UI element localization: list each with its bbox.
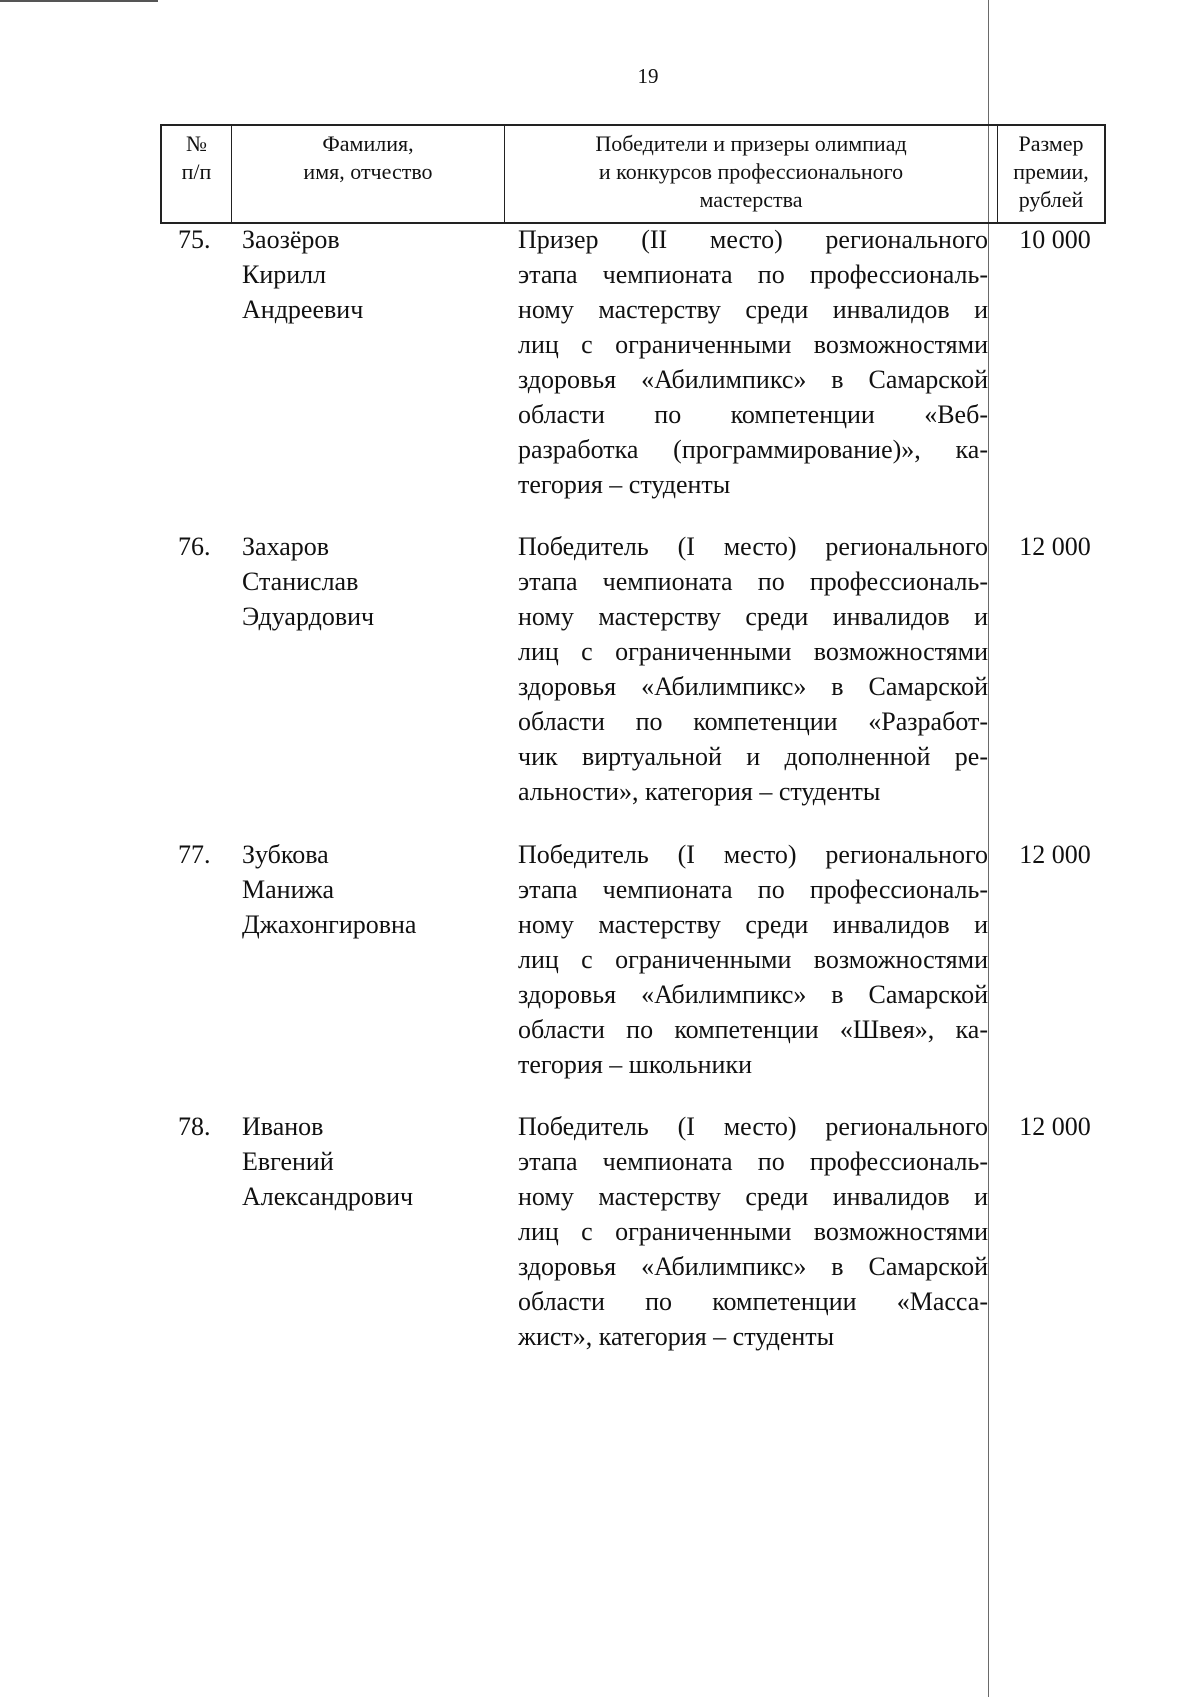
- description-line: Победитель (I место) регионального: [518, 532, 988, 561]
- description-line: лиц с ограниченными возможностями: [518, 330, 988, 359]
- description-line: жист», категория – студенты: [518, 1322, 835, 1351]
- description-line: области по компетенции «Разработ-: [518, 707, 988, 736]
- description-line: Призер (II место) регионального: [518, 225, 988, 254]
- achievement-description: [518, 1109, 988, 1354]
- table-row: [160, 1109, 1106, 1354]
- row-number: 76.: [178, 532, 211, 561]
- description-line: здоровья «Абилимпикс» в Самарской: [518, 980, 988, 1009]
- header-text: мастерства: [699, 187, 803, 212]
- achievement-description: [518, 529, 988, 809]
- header-text: Фамилия,: [322, 131, 414, 156]
- description-line: здоровья «Абилимпикс» в Самарской: [518, 1252, 988, 1281]
- prize-amount: 12 000: [1019, 1112, 1091, 1141]
- first-name: Станислав: [242, 567, 359, 596]
- description-line: лиц с ограниченными возможностями: [518, 637, 988, 666]
- achievement-description: [518, 222, 988, 502]
- header-text: Победители и призеры олимпиад: [595, 131, 907, 156]
- patronymic: Эдуардович: [242, 602, 375, 631]
- description-line: здоровья «Абилимпикс» в Самарской: [518, 672, 988, 701]
- first-name: Кирилл: [242, 260, 327, 289]
- description-line: этапа чемпионата по профессиональ-: [518, 260, 988, 289]
- row-number: 75.: [178, 225, 211, 254]
- description-line: Победитель (I место) регионального: [518, 1112, 988, 1141]
- page-number: 19: [637, 64, 659, 88]
- description-line: лиц с ограниченными возможностями: [518, 1217, 988, 1246]
- description-line: этапа чемпионата по профессиональ-: [518, 1147, 988, 1176]
- header-amount-column: [998, 126, 1104, 222]
- header-achievement-column: [505, 126, 998, 222]
- description-line: тегория – школьники: [518, 1050, 752, 1079]
- description-line: области по компетенции «Веб-: [518, 400, 988, 429]
- patronymic: Александрович: [242, 1182, 414, 1211]
- description-line: ному мастерству среди инвалидов и: [518, 1182, 988, 1211]
- header-text: имя, отчество: [303, 159, 433, 184]
- scan-edge-line: [0, 0, 158, 2]
- description-line: здоровья «Абилимпикс» в Самарской: [518, 365, 988, 394]
- header-text: №: [186, 131, 207, 156]
- description-line: этапа чемпионата по профессиональ-: [518, 875, 988, 904]
- prize-amount: 10 000: [1019, 225, 1091, 254]
- surname: Заозёров: [242, 225, 340, 254]
- table-row: [160, 837, 1106, 1082]
- person-name: [242, 837, 497, 942]
- table-body: [160, 222, 1106, 1354]
- surname: Зубкова: [242, 840, 329, 869]
- surname: Захаров: [242, 532, 330, 561]
- header-number-column: [162, 126, 232, 222]
- description-line: ному мастерству среди инвалидов и: [518, 295, 988, 324]
- person-name: [242, 1109, 497, 1214]
- header-text: премии,: [1013, 159, 1089, 184]
- header-text: рублей: [1018, 187, 1084, 212]
- description-line: чик виртуальной и дополненной ре-: [518, 742, 988, 771]
- prize-amount: 12 000: [1019, 840, 1091, 869]
- description-line: лиц с ограниченными возможностями: [518, 945, 988, 974]
- patronymic: Андреевич: [242, 295, 364, 324]
- description-line: альности», категория – студенты: [518, 777, 881, 806]
- person-name: [242, 529, 497, 634]
- table-row: [160, 529, 1106, 809]
- description-line: области по компетенции «Швея», ка-: [518, 1015, 988, 1044]
- description-line: разработка (программирование)», ка-: [518, 435, 988, 464]
- description-line: области по компетенции «Масса-: [518, 1287, 988, 1316]
- description-line: тегория – студенты: [518, 470, 731, 499]
- first-name: Манижа: [242, 875, 334, 904]
- description-line: ному мастерству среди инвалидов и: [518, 910, 988, 939]
- header-name-column: [232, 126, 505, 222]
- description-line: ному мастерству среди инвалидов и: [518, 602, 988, 631]
- description-line: этапа чемпионата по профессиональ-: [518, 567, 988, 596]
- row-number: 78.: [178, 1112, 211, 1141]
- header-text: и конкурсов профессионального: [598, 159, 904, 184]
- table-row: [160, 222, 1106, 502]
- prize-amount: 12 000: [1019, 532, 1091, 561]
- header-text: п/п: [181, 159, 212, 184]
- header-text: Размер: [1018, 131, 1084, 156]
- surname: Иванов: [242, 1112, 324, 1141]
- first-name: Евгений: [242, 1147, 334, 1176]
- description-line: Победитель (I место) регионального: [518, 840, 988, 869]
- patronymic: Джахонгировна: [242, 910, 417, 939]
- table-header: [160, 124, 1106, 224]
- achievement-description: [518, 837, 988, 1082]
- person-name: [242, 222, 497, 327]
- row-number: 77.: [178, 840, 211, 869]
